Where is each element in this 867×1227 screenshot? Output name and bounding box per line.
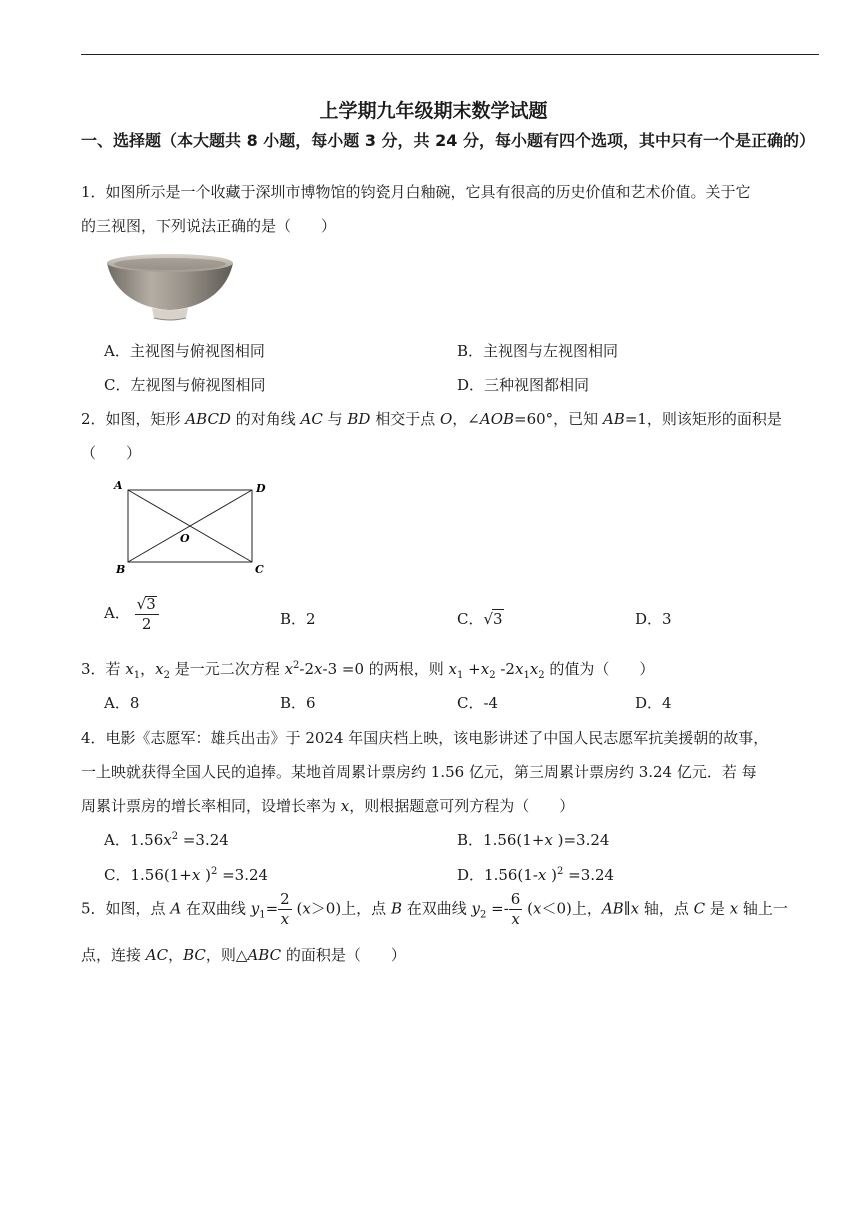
- q1-option-c: C．左视图与俯视图相同: [104, 376, 266, 394]
- section-heading: 一、选择题（本大题共 8 小题，每小题 3 分，共 24 分，每小题有四个选项，其中只有一个是正确的）: [81, 131, 815, 150]
- q4-option-c: C．1.56(1+x )$^2$ =3.24: [104, 866, 269, 884]
- page-title: 上学期九年级期末数学试题: [319, 100, 548, 122]
- six-over-x-fraction: $\frac{6}{x}$: [510, 890, 521, 928]
- question-4-line-2: 一上映就获得全国人民的追捧。某地首周累计票房约 1.56 亿元，第三周累计票房约 3.24 亿元．若 每: [81, 763, 757, 781]
- q1-option-a: A．主视图与俯视图相同: [104, 342, 265, 360]
- question-2-line-1: 2．如图，矩形 ABCD 的对角线 AC 与 BD 相交于点 O，∠AOB=60°，已知 AB=1，则该矩形的面积是: [81, 410, 782, 428]
- q2-option-d: D．3: [635, 610, 672, 628]
- vertex-d-label: D: [256, 482, 266, 495]
- question-1-line-2: 的三视图，下列说法正确的是（ ）: [81, 217, 337, 235]
- two-over-x-fraction: $\frac{2}{x}$: [280, 890, 290, 928]
- bowl-image: [104, 251, 236, 323]
- question-2-line-2: （ ）: [81, 444, 142, 462]
- sqrt3-over-2-fraction: $\frac{√3}{2}$: [135, 596, 159, 632]
- q3-option-b: B．6: [280, 694, 316, 712]
- q4-option-d: D．1.56(1-x )$^2$ =3.24: [457, 866, 615, 884]
- q2-option-a: A． $\frac{√3}{2}$: [104, 596, 159, 632]
- q4-option-b: B．1.56(1+x )=3.24: [457, 831, 610, 849]
- question-1-line-1: 1．如图所示是一个收藏于深圳市博物馆的钧瓷月白釉碗，它具有很高的历史价值和艺术价值。关于它: [81, 183, 751, 201]
- q2-option-c: C．√3: [457, 610, 503, 628]
- vertex-a-label: A: [114, 479, 123, 492]
- question-5-line-1: 5．如图，点 A 在双曲线 $y_1=$ $\frac{2}{x}$ (x＞0)上，点 B 在双曲线 $y_2$ =- $\frac{6}{x}$ (x＜0)上，AB∥x 轴，点 C 是 x 轴上一: [81, 890, 788, 928]
- center-o-label: O: [180, 532, 190, 545]
- q4-option-a: A．$1.56x^2 =3.24$: [104, 831, 229, 849]
- q2-option-b: B．2: [280, 610, 316, 628]
- vertex-c-label: C: [255, 563, 264, 576]
- q3-option-a: A．8: [104, 694, 140, 712]
- vertex-b-label: B: [116, 563, 126, 576]
- header-rule: [81, 54, 819, 55]
- rectangle-diagram: [110, 478, 275, 578]
- question-4-line-3: 周累计票房的增长率相同，设增长率为 x，则根据题意可列方程为（ ）: [81, 797, 575, 815]
- question-4-line-1: 4．电影《志愿军：雄兵出击》于 2024 年国庆档上映，该电影讲述了中国人民志愿军抗美援朝的故事，: [81, 729, 769, 747]
- q3-option-c: C．-4: [457, 694, 499, 712]
- q1-option-b: B．主视图与左视图相同: [457, 342, 619, 360]
- q1-option-d: D．三种视图都相同: [457, 376, 590, 394]
- q3-option-d: D．4: [635, 694, 672, 712]
- question-5-line-2: 点，连接 AC，BC，则△ABC 的面积是（ ）: [81, 946, 406, 964]
- question-3-text: 3．若 $x_1$，$x_2$ 是一元二次方程 $x^2-2x-3 =0$ 的两根，则 $x_1 +x_2$ $-2x_1x_2$ 的值为（ ）: [81, 660, 655, 681]
